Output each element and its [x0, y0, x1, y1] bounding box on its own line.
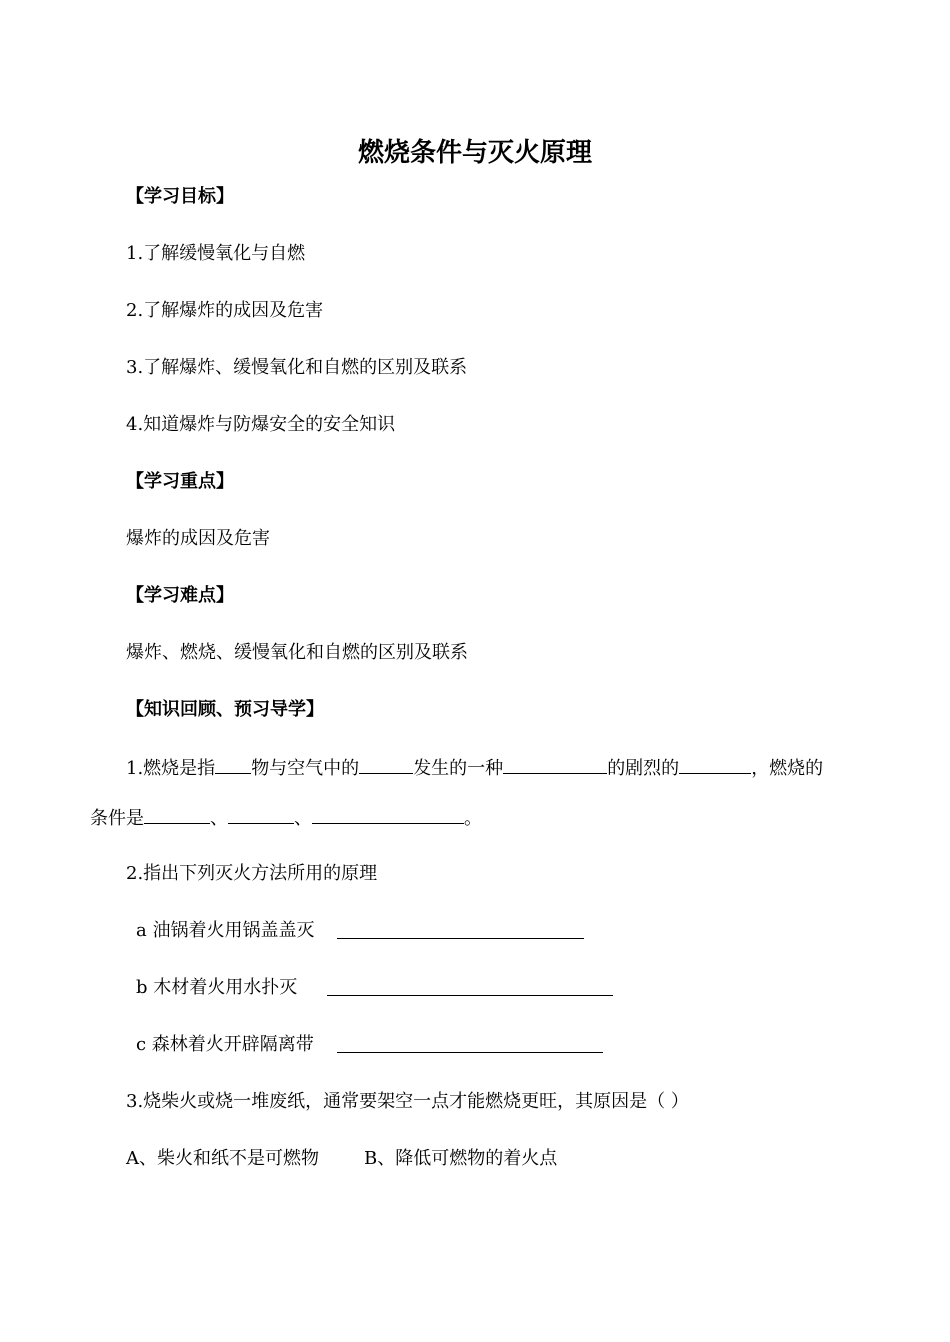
q1-blank-4[interactable] — [679, 755, 751, 774]
objectives-heading: 【学习目标】 — [126, 186, 234, 207]
q1-text-5: ，燃烧的 — [751, 758, 824, 779]
q1-text-2: 物与空气中的 — [251, 758, 360, 779]
q1-sep-2: 、 — [294, 808, 312, 829]
difficult-points-text: 爆炸、燃烧、缓慢氧化和自燃的区别及联系 — [126, 642, 468, 663]
q2c-blank[interactable] — [337, 1034, 603, 1053]
question-1-line-1 — [126, 755, 823, 781]
objective-item-3: 3.了解爆炸、缓慢氧化和自燃的区别及联系 — [126, 357, 468, 378]
q1-blank-5[interactable] — [144, 805, 210, 824]
q1-blank-7[interactable] — [312, 805, 464, 824]
question-3-stem: 3.烧柴火或烧一堆废纸，通常要架空一点才能燃烧更旺，其原因是（ ） — [126, 1091, 689, 1112]
q1-text-1: 1.燃烧是指 — [126, 758, 216, 779]
question-3-option-b: B、降低可燃物的着火点 — [364, 1148, 558, 1169]
q2b-blank[interactable] — [327, 977, 613, 996]
question-2c — [136, 1033, 314, 1057]
question-2b — [136, 976, 297, 1000]
q1-text-4: 的剧烈的 — [607, 758, 680, 779]
q1-end: 。 — [464, 808, 482, 829]
q2a-blank[interactable] — [337, 920, 584, 939]
page-title: 燃烧条件与灭火原理 — [357, 138, 592, 168]
difficult-points-heading: 【学习难点】 — [126, 585, 234, 606]
key-points-heading: 【学习重点】 — [126, 471, 234, 492]
question-1-line-2 — [90, 805, 482, 831]
question-2a — [136, 919, 314, 943]
q1-sep-1: 、 — [210, 808, 228, 829]
objective-item-2: 2.了解爆炸的成因及危害 — [126, 300, 324, 321]
objective-item-4: 4.知道爆炸与防爆安全的安全知识 — [126, 414, 396, 435]
q1-text-6: 条件是 — [90, 808, 144, 829]
q1-blank-3[interactable] — [503, 755, 607, 774]
question-3-option-a: A、柴火和纸不是可燃物 — [126, 1148, 319, 1169]
review-heading: 【知识回顾、预习导学】 — [126, 699, 324, 720]
q1-blank-2[interactable] — [359, 755, 413, 774]
q2c-text: c 森林着火开辟隔离带 — [136, 1034, 314, 1055]
objective-item-1: 1.了解缓慢氧化与自燃 — [126, 243, 306, 264]
key-points-text: 爆炸的成因及危害 — [126, 528, 270, 549]
question-2-stem: 2.指出下列灭火方法所用的原理 — [126, 863, 378, 884]
q2b-text: b 木材着火用水扑灭 — [136, 977, 298, 998]
q1-text-3: 发生的一种 — [413, 758, 504, 779]
q2a-text: a 油锅着火用锅盖盖灭 — [136, 920, 315, 941]
q1-blank-1[interactable] — [215, 755, 251, 774]
q1-blank-6[interactable] — [228, 805, 294, 824]
